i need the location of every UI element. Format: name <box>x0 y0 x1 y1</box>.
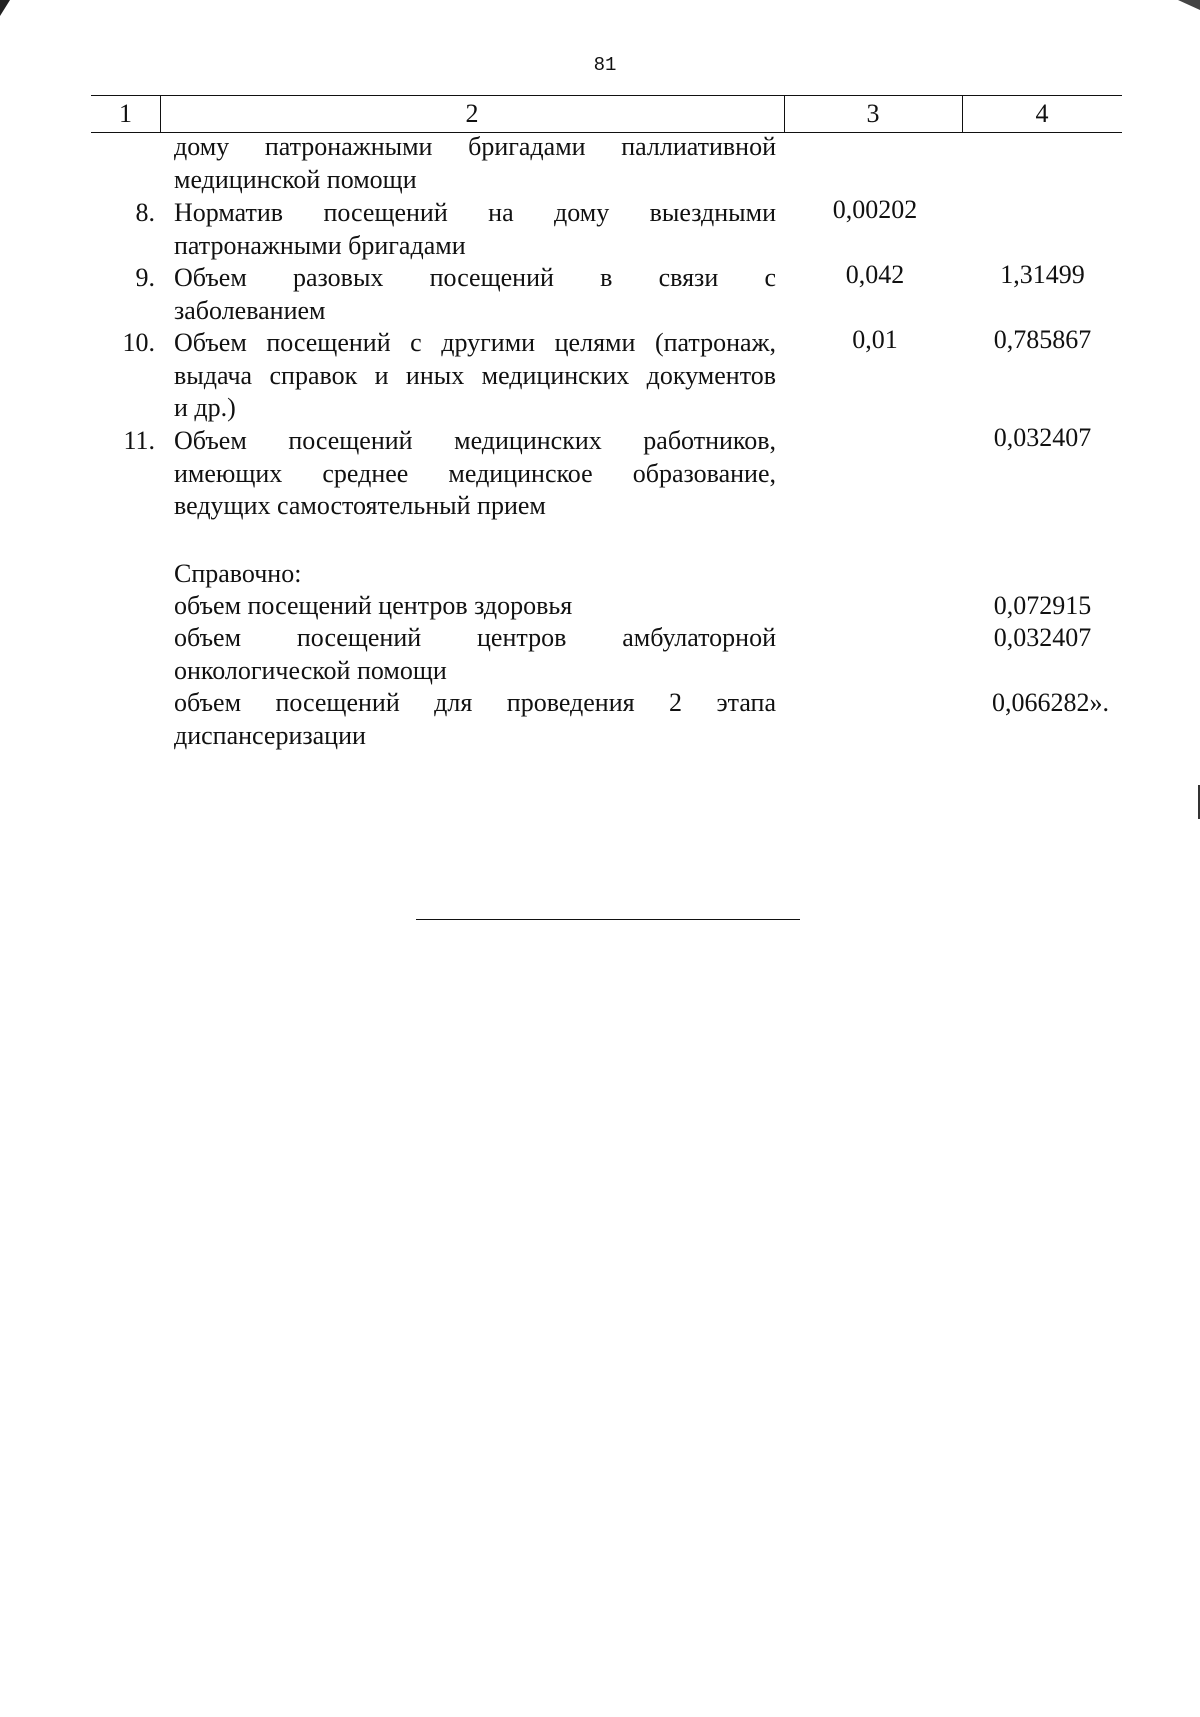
description-line: дому патронажными бригадами паллиативной <box>174 132 776 161</box>
row-value-col4: 1,31499 <box>1000 260 1085 289</box>
description-line: ведущих самостоятельный прием <box>174 491 546 520</box>
row-value-col3: 0,042 <box>845 260 905 289</box>
row-value-col3: 0,00202 <box>832 195 918 224</box>
reference-line: объем посещений центров амбулаторной <box>174 623 776 652</box>
header-cell-3: 3 <box>866 99 880 128</box>
row-value-col3: 0,01 <box>852 325 898 354</box>
row-description <box>174 262 776 327</box>
closing-rule <box>416 919 800 920</box>
description-line: Норматив посещений на дому выездными <box>174 198 776 227</box>
reference-line: диспансеризации <box>174 720 366 750</box>
header-cell-2: 2 <box>465 99 479 128</box>
row-number: 10. <box>122 328 155 357</box>
header-cell-1: 1 <box>119 99 132 128</box>
row-value-col4: 0,032407 <box>993 423 1092 452</box>
reference-line: объем посещений центров здоровья <box>174 591 573 620</box>
description-line: заболеванием <box>174 295 326 325</box>
description-line: имеющих среднее медицинское образование, <box>174 458 776 488</box>
scan-corner-mark <box>0 0 10 16</box>
reference-item-value: 0,066282». <box>992 688 1109 717</box>
description-line: выдача справок и иных медицинских документов <box>174 360 776 390</box>
row-description <box>174 425 776 523</box>
reference-line: объем посещений для проведения 2 этапа <box>174 688 776 717</box>
row-number: 9. <box>135 263 155 292</box>
scan-corner-mark-right <box>1178 0 1200 10</box>
reference-item-label <box>174 687 776 752</box>
row-number: 8. <box>135 198 155 227</box>
table-header-row <box>91 95 1122 133</box>
page-number: 81 <box>593 54 617 76</box>
description-line: и др.) <box>174 393 236 422</box>
reference-line: онкологической помощи <box>174 655 447 685</box>
reference-title: Справочно: <box>174 559 302 588</box>
description-line: медицинской помощи <box>174 164 417 194</box>
row-number: 11. <box>123 426 155 455</box>
header-cell-4: 4 <box>1035 99 1049 128</box>
row-description <box>174 327 776 425</box>
reference-item-label <box>174 622 776 687</box>
description-line: Объем разовых посещений в связи с <box>174 263 776 292</box>
row-description <box>174 131 776 196</box>
reference-item-value: 0,032407 <box>993 623 1092 652</box>
row-description <box>174 197 776 262</box>
description-line: Объем посещений медицинских работников, <box>174 426 776 455</box>
description-line: Объем посещений с другими целями (патронаж, <box>174 328 776 357</box>
reference-item-label <box>174 590 776 623</box>
description-line: патронажными бригадами <box>174 230 466 260</box>
reference-item-value: 0,072915 <box>993 591 1092 620</box>
row-value-col4: 0,785867 <box>993 325 1092 354</box>
